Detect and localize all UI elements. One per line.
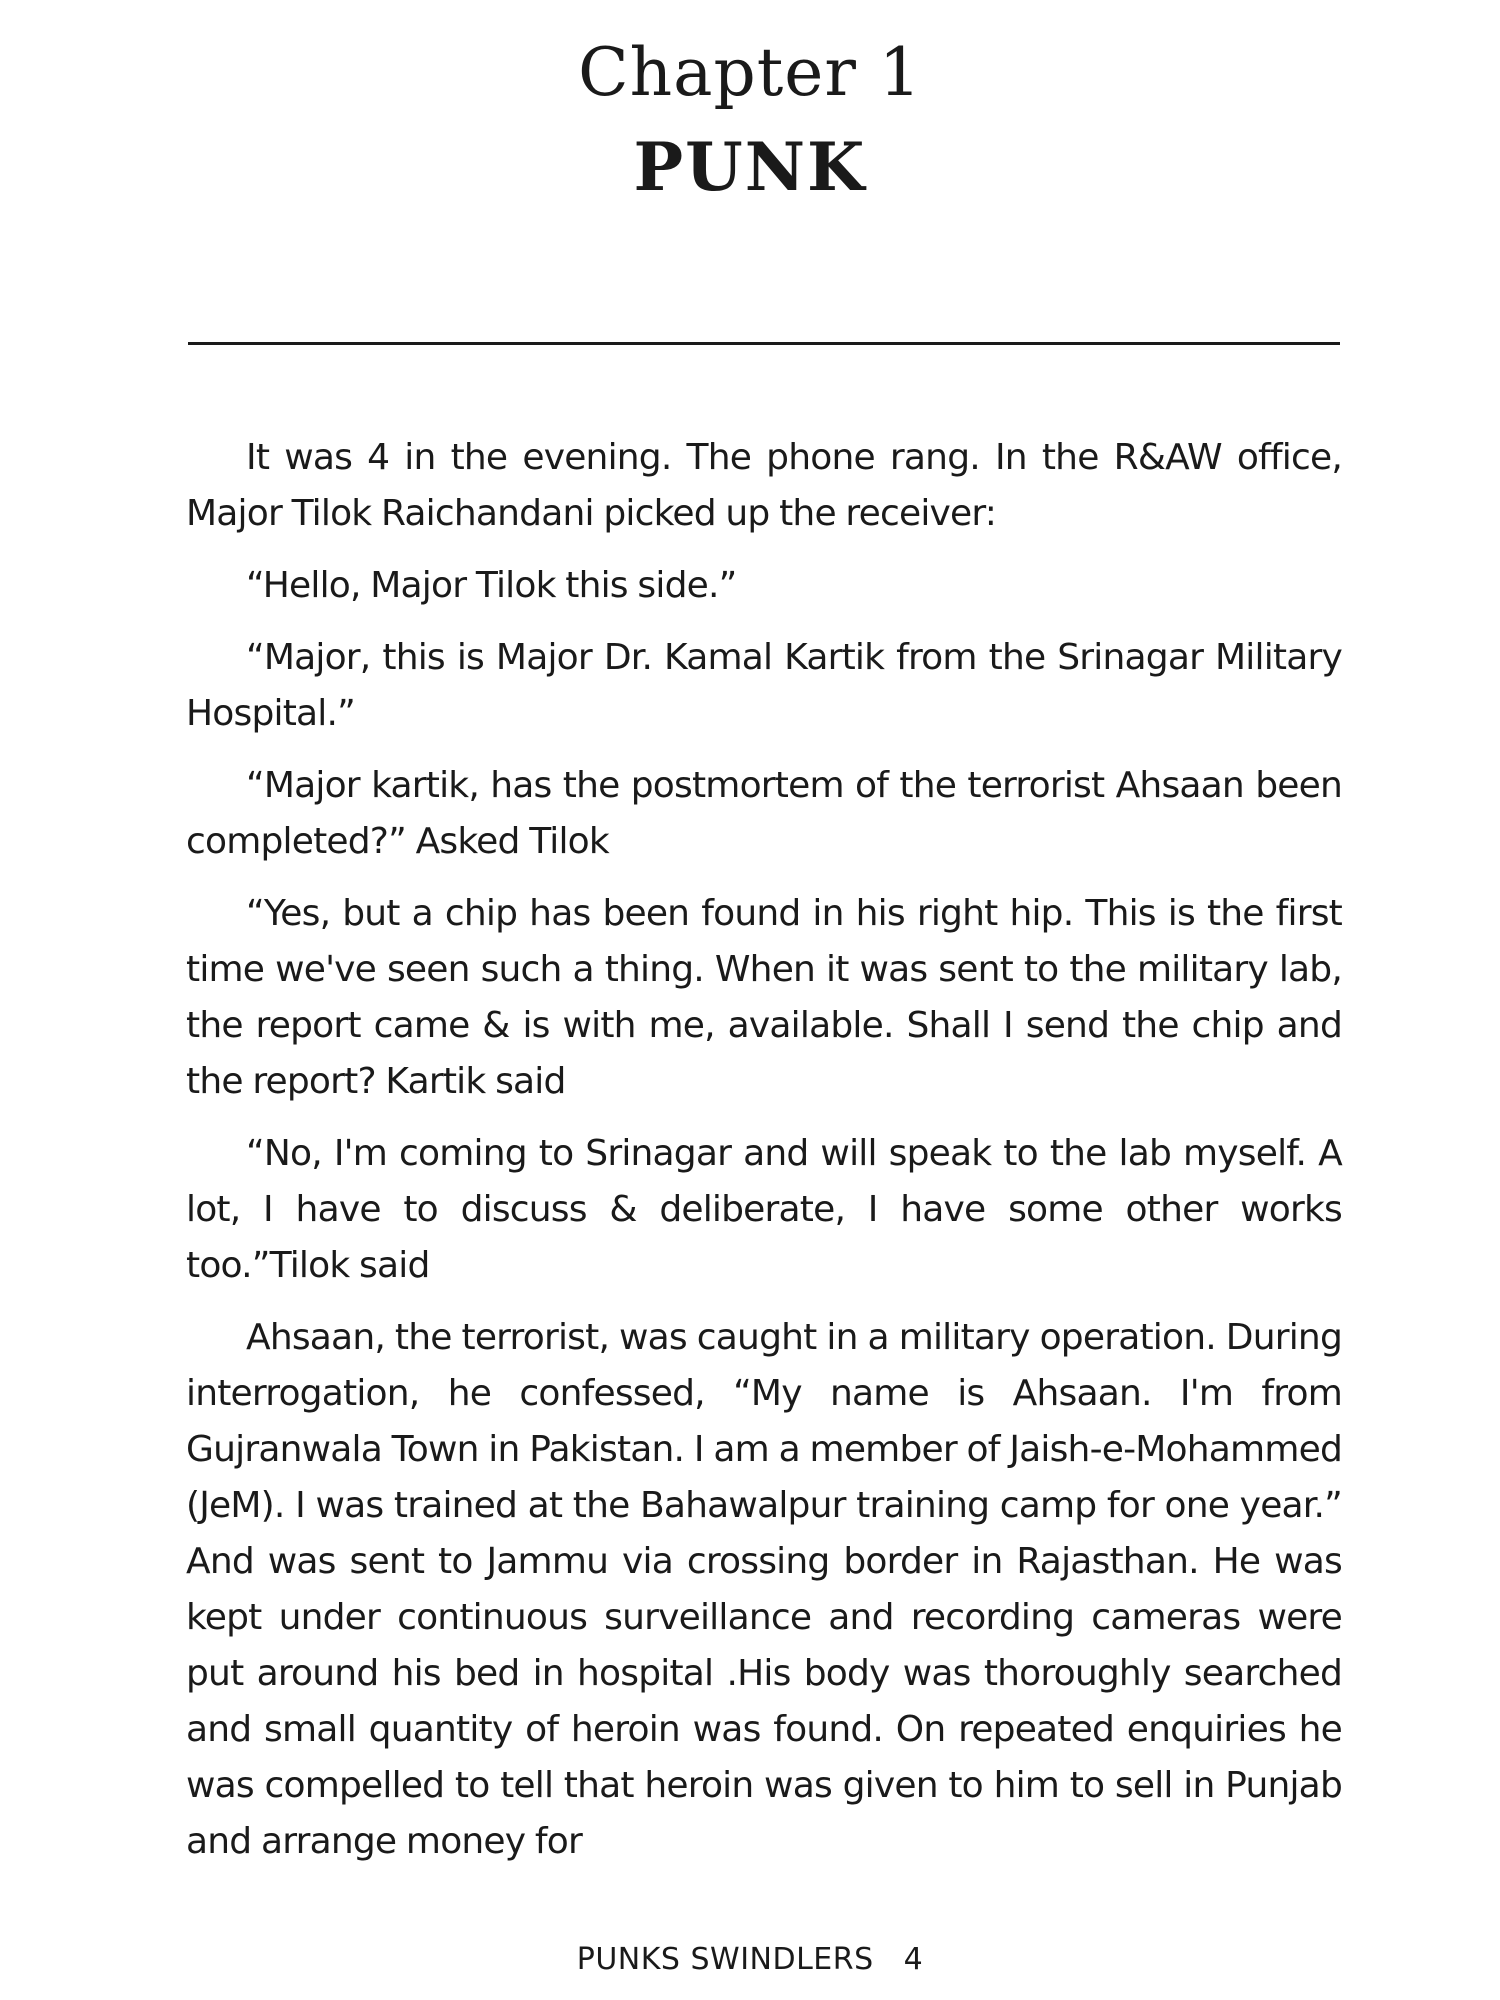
paragraph: “Hello, Major Tilok this side.”: [246, 565, 737, 606]
body-text: [186, 430, 1342, 1886]
paragraph: “Yes, but a chip has been found in his right hip. This is the first time we've seen such a thing. When it was sent to the military lab, the report came & is with me, available. Shall I send the chip and the report? Kartik said: [186, 893, 1342, 1102]
paragraph: It was 4 in the evening. The phone rang. In the R&AW office, Major Tilok Raichandani picked up the receiver:: [186, 437, 1342, 534]
page-footer: [0, 1940, 1500, 1980]
paragraph: “Major, this is Major Dr. Kamal Kartik from the Srinagar Military Hospital.”: [186, 637, 1342, 734]
chapter-title: PUNK: [633, 128, 867, 206]
paragraph: “Major kartik, has the postmortem of the terrorist Ahsaan been completed?” Asked Tilok: [186, 765, 1342, 862]
footer-book-title: PUNKS SWINDLERS: [576, 1942, 874, 1977]
paragraph: Ahsaan, the terrorist, was caught in a military operation. During interrogation, he confessed, “My name is Ahsaan. I'm from Gujranwala Town in Pakistan. I am a member of Jaish-e-Mohammed (JeM). I was trained at the Bahawalpur training camp for one year.” And was sent to Jammu via crossing border in Rajasthan. He was kept under continuous surveillance and recording cameras were put around his bed in hospital .His body was thoroughly searched and small quantity of heroin was found. On repeated enquiries he was compelled to tell that heroin was given to him to sell in Punjab and arrange money for: [186, 1317, 1342, 1862]
chapter-label: Chapter 1: [578, 34, 922, 111]
paragraph: “No, I'm coming to Srinagar and will speak to the lab myself. A lot, I have to discuss & deliberate, I have some other works too.”Tilok said: [186, 1133, 1342, 1286]
page-number: 4: [903, 1942, 924, 1977]
title-divider: [188, 342, 1340, 345]
